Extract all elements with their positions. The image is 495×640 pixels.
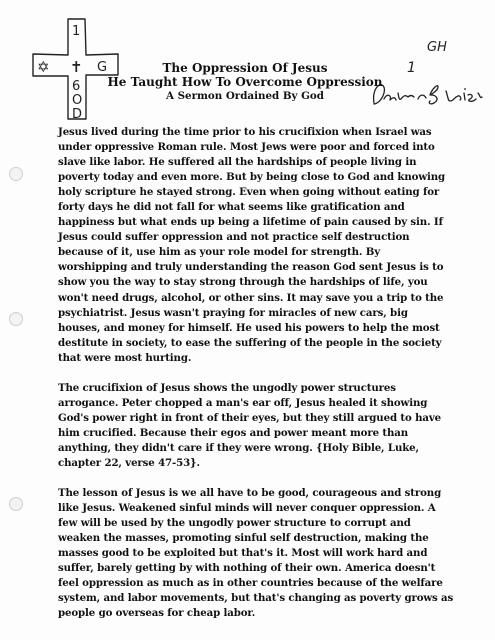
document-title: The Oppression Of Jesus <box>162 61 328 75</box>
binder-hole <box>9 312 23 326</box>
text-line: holy scripture he stayed strong. Even when going without eating for <box>58 186 440 199</box>
text-line: under oppressive Roman rule. Most Jews were poor and forced into <box>58 141 435 154</box>
text-line: The lesson of Jesus is we all have to be good, courageous and strong <box>58 487 442 500</box>
text-line: because of it, use him as your role model for strength. By <box>58 246 381 259</box>
text-line: The crucifixion of Jesus shows the ungodly power structures <box>58 381 396 394</box>
text-line: houses, and money for himself. He used his powers to help the most <box>58 321 440 334</box>
cross-center-icon: ✝ <box>70 58 83 76</box>
text-line: poverty today and even more. But by being close to God and knowing <box>58 171 446 184</box>
cross-letter: D <box>72 107 83 122</box>
text-line: few will be used by the ungodly power structure to corrupt and <box>58 517 411 530</box>
cross-letter: O <box>72 93 83 108</box>
text-line: chapter 22, verse 47-53}. <box>58 456 200 469</box>
cross-letter: G <box>97 60 108 75</box>
text-line: God's power right in front of their eyes, but they still argued to have <box>58 411 441 424</box>
document-subtitle: He Taught How To Overcome Oppression <box>107 75 383 89</box>
sermon-body <box>58 125 476 636</box>
star-of-david-icon: ✡ <box>37 58 50 76</box>
text-line: psychiatrist. Jesus wasn't praying for miracles of new cars, big <box>58 306 408 319</box>
text-line: Jesus lived during the time prior to his crucifixion when Israel was <box>58 126 432 138</box>
binder-hole <box>9 167 23 181</box>
text-line: won't need drugs, alcohol, or other sins. It may save you a trip to the <box>58 291 444 304</box>
text-line: slave like labor. He suffered all the hardships of people living in <box>58 156 417 169</box>
text-line: suffer, barely getting by with nothing of their own. America doesn't <box>58 562 436 575</box>
text-line: arrogance. Peter chopped a man's ear off, Jesus healed it showing <box>58 396 428 409</box>
text-line: that were most hurting. <box>58 351 192 364</box>
paragraph <box>58 125 476 366</box>
text-line: Jesus could suffer oppression and not practice self destruction <box>58 231 410 244</box>
cross-letter: 1 <box>72 24 81 39</box>
handwritten-page-number: 1 <box>407 60 416 76</box>
handwritten-code: GH <box>427 40 447 55</box>
text-line: masses good to be exploited but that's it. Most will work hard and <box>58 547 428 560</box>
text-line: forty days he did not fall for what seems like gratification and <box>58 201 405 214</box>
text-line: anything, they didn't care if they were wrong. {Holy Bible, Luke, <box>58 441 419 454</box>
document-tagline: A Sermon Ordained By God <box>166 90 324 102</box>
text-line: like Jesus. Weakened sinful minds will never conquer oppression. A <box>58 502 436 515</box>
text-line: worshipping and truly understanding the reason God sent Jesus is to <box>58 261 444 274</box>
text-line: him crucified. Because their egos and power meant more than <box>58 426 409 439</box>
text-line: show you the way to stay strong through the hardships of life, you <box>58 276 428 289</box>
paragraph <box>58 381 476 471</box>
text-line: feel oppression as much as in other countries because of the welfare <box>58 577 443 590</box>
cross-letter: 6 <box>72 79 81 94</box>
text-line: happiness but what ends up being a lifetime of pain caused by sin. If <box>58 216 443 229</box>
text-line: destitute in society, to ease the suffering of the people in the society <box>58 336 442 349</box>
title-block <box>95 61 395 103</box>
paragraph <box>58 486 476 621</box>
text-line: system, and labor movements, but that's changing as poverty grows as <box>58 592 454 605</box>
text-line: people go overseas for cheap labor. <box>58 607 256 620</box>
binder-hole <box>9 497 23 511</box>
text-line: weaken the masses, promoting sinful self destruction, making the <box>58 532 429 545</box>
